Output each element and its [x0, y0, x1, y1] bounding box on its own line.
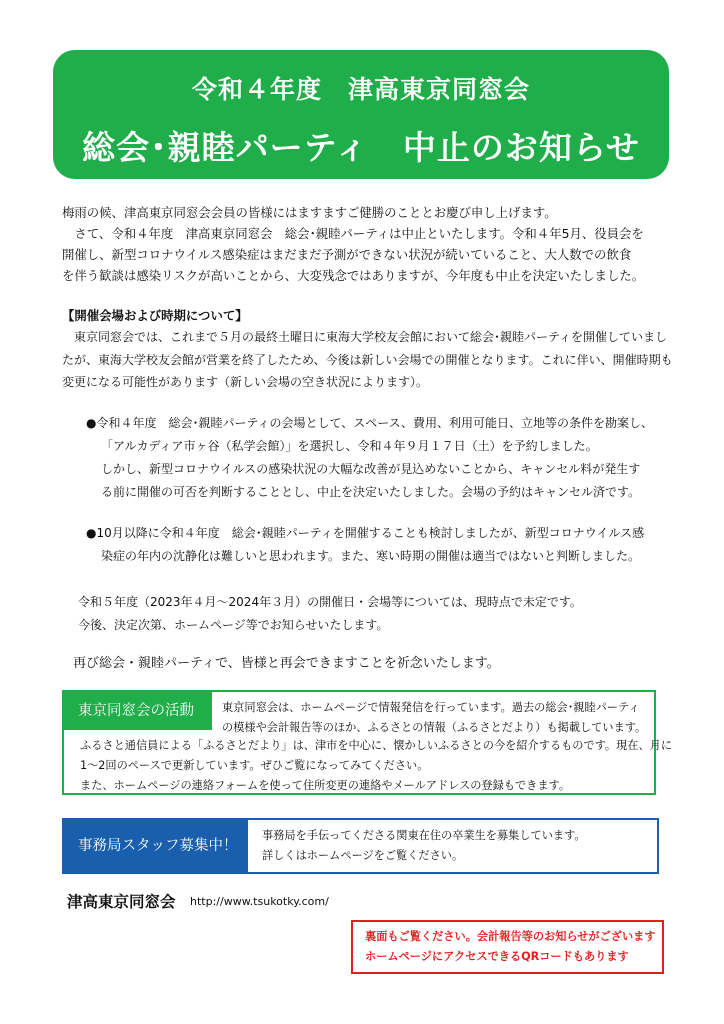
activities-line: 1～2回のペースで更新しています。ぜひご覧になってみてください。 [80, 759, 429, 772]
activities-text-right [222, 698, 646, 738]
intro-paragraph [62, 202, 674, 286]
banner-title-line1: 令和４年度 津高東京同窓会 [191, 75, 530, 104]
bullet-line: 「アルカディア市ヶ谷（私学会館）」を選択し、令和４年９月１７日（土）を予約しました。 [101, 439, 598, 453]
activities-line: の模様や会計報告等のほか、ふるさとの情報（ふるさとだより）も掲載しています。 [222, 721, 647, 734]
activities-line: また、ホームページの連絡フォームを使って住所変更の連絡やメールアドレスの登録もできます。 [80, 779, 571, 792]
bullet-venue-booking [86, 412, 676, 504]
title-banner [53, 50, 669, 179]
intro-line: 開催し、新型コロナウイルス感染症はまだまだ予測ができない状況が続いていること、大人数での飲食 [62, 247, 632, 262]
bullet-october-consideration [86, 522, 676, 568]
activities-line: 東京同窓会は、ホームページで情報発信を行っています。過去の総会･親睦パーティ [222, 701, 640, 714]
back-page-notice [351, 920, 664, 974]
staff-recruit-line: 事務局を手伝ってくださる関東在住の卒業生を募集しています。 [262, 829, 586, 842]
bullet-line: 染症の年内の沈静化は難しいと思われます。また、寒い時期の開催は適当ではないと判断しました。 [101, 549, 641, 563]
closing-message: 再び総会・親睦パーティで、皆様と再会できますことを祈念いたします。 [73, 656, 500, 671]
bullet-line: ●令和４年度 総会･親睦パーティの会場として、スペース、費用、利用可能日、立地等の条件を勘案し、 [86, 416, 654, 430]
activities-tag: 東京同窓会の活動 [64, 692, 212, 730]
activities-text-bottom [80, 736, 672, 796]
intro-line: 梅雨の候、津高東京同窓会会員の皆様にはますますご健勝のこととお慶び申し上げます。 [62, 205, 557, 220]
activities-line: ふるさと通信員による「ふるさとだより」は、津市を中心に、懐かしいふるさとの今を紹介するものです。現在、月に [80, 739, 673, 752]
notice-line: ホームページにアクセスできるQRコードもあります [365, 950, 629, 963]
venue-paragraph [62, 326, 674, 394]
bullet-line: ●10月以降に令和４年度 総会･親睦パーティを開催することも検討しましたが、新型コロナウイルス感 [86, 526, 645, 540]
staff-recruit-line: 詳しくはホームページをご覧ください。 [262, 849, 464, 862]
staff-recruit-box [62, 818, 659, 874]
banner-title-line2: 総会･親睦パーティ 中止のお知らせ [82, 128, 640, 167]
venue-line: たが、東海大学校友会館が営業を終了したため、今後は新しい会場での開催となります。これに伴い、開催時期も [62, 352, 673, 367]
venue-line: 東京同窓会では、これまで５月の最終土曜日に東海大学校友会館において総会･親睦パーティを開催していまし [62, 330, 668, 344]
intro-line: を伴う歓談は感染リスクが高いことから、大変残念ではありますが、今年度も中止を決定いたしました。 [62, 268, 645, 283]
next-year-paragraph [78, 591, 582, 637]
footer-url-link[interactable]: http://www.tsukotky.com/ [190, 895, 329, 908]
venue-heading: 【開催会場および時期について】 [62, 308, 248, 323]
footer-organization-name: 津高東京同窓会 [67, 893, 176, 911]
bullet-line: る前に開催の可否を判断することとし、中止を決定いたしました。会場の予約はキャンセル済です。 [101, 485, 641, 499]
intro-line: さて、令和４年度 津高東京同窓会 総会･親睦パーティは中止といたします。令和４年5月、役員会を [62, 226, 644, 241]
bullet-line: しかし、新型コロナウイルスの感染状況の大幅な改善が見込めないことから、キャンセル料が発生す [101, 462, 641, 476]
staff-recruit-tag: 事務局スタッフ募集中！ [64, 820, 248, 872]
notice-line: 裏面もご覧ください。会計報告等のお知らせがございます [365, 930, 656, 943]
next-year-line: 今後、決定次第、ホームページ等でお知らせいたします。 [78, 618, 389, 632]
venue-line: 変更になる可能性があります（新しい会場の空き状況によります）。 [62, 375, 429, 389]
next-year-line: 令和５年度（2023年４月～2024年３月）の開催日・会場等については、現時点で未定です。 [78, 595, 582, 609]
activities-box [62, 690, 673, 795]
staff-recruit-text [262, 826, 586, 866]
